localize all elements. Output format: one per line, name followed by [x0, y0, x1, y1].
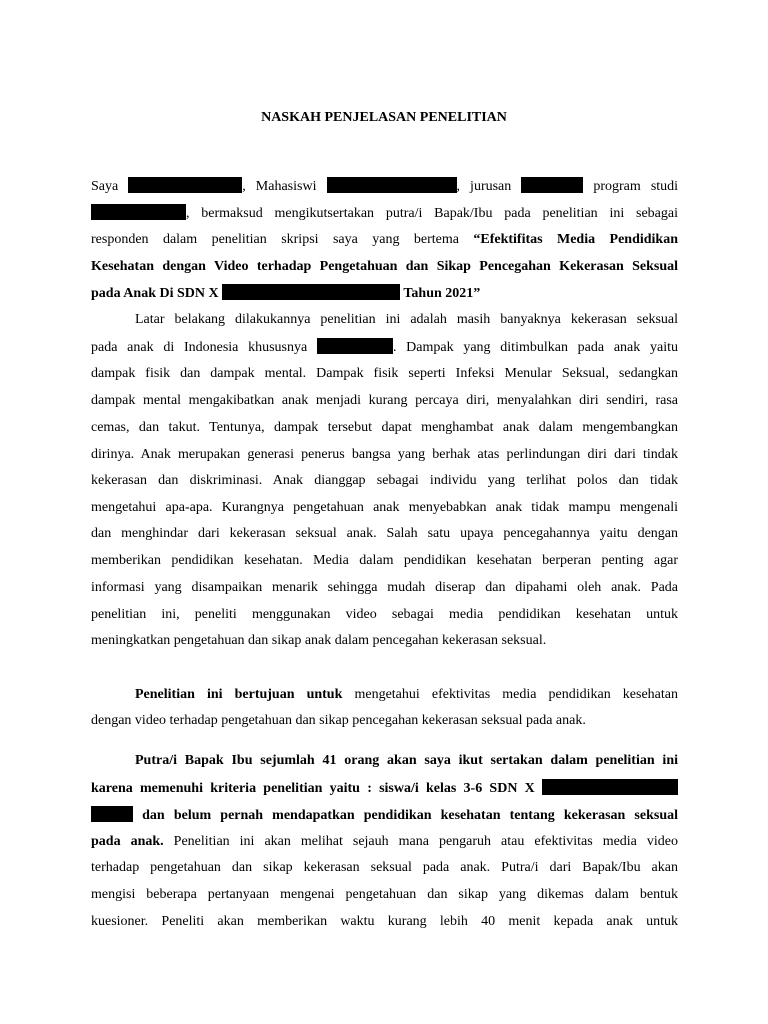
- paragraph-4-line-6: mengisi beberapa pertanyaan mengenai pengetahuan dan sikap yang dikemas dalam bentuk: [91, 887, 678, 902]
- research-theme-middle: Kesehatan dengan Video terhadap Pengetahuan dan Sikap Pencegahan Kekerasan Seksual: [91, 259, 678, 274]
- redaction-school: [222, 284, 400, 300]
- paragraph-1-line-5: [91, 284, 678, 302]
- paragraph-2-line-11: informasi yang disampaikan menarik sehingga mudah diserap dan dipahami oleh anak. Pada: [91, 580, 678, 595]
- text-fragment: , bermaksud mengikutsertakan putra/i Bapak/Ibu pada penelitian ini sebagai: [186, 206, 678, 221]
- paragraph-2-line-9: dan menghindar dari kekerasan seksual anak. Salah satu upaya pencegahannya yaitu dengan: [91, 526, 678, 541]
- paragraph-2-line-1: Latar belakang dilakukannya penelitian ini adalah masih banyaknya kekerasan seksual: [135, 312, 678, 327]
- paragraph-1-line-1: [91, 177, 678, 195]
- paragraph-2-line-8: mengetahui apa-apa. Kurangnya pengetahuan anak menyebabkan anak tidak mampu mengenali: [91, 500, 678, 515]
- redaction-department: [521, 177, 583, 193]
- redaction-name: [128, 177, 242, 193]
- redaction-program: [91, 204, 186, 220]
- paragraph-1-line-3: [91, 231, 678, 249]
- text-fragment: responden dalam penelitian skripsi saya yang bertema: [91, 232, 459, 247]
- paragraph-2-line-12: penelitian ini, peneliti menggunakan video sebagai media pendidikan kesehatan untuk: [91, 607, 678, 622]
- paragraph-4-line-1: Putra/i Bapak Ibu sejumlah 41 orang akan saya ikut sertakan dalam penelitian ini: [135, 753, 678, 768]
- text-fragment: Penelitian ini akan melihat sejauh mana pengaruh atau efektivitas media video: [173, 834, 679, 849]
- paragraph-2-line-3: dampak fisik dan dampak mental. Dampak fisik seperti Infeksi Menular Seksual, sedangkan: [91, 366, 678, 381]
- redaction-school: [542, 779, 678, 795]
- document-title: NASKAH PENJELASAN PENELITIAN: [261, 110, 507, 125]
- paragraph-2-line-13: meningkatkan pengetahuan dan sikap anak dalam pencegahan kekerasan seksual.: [91, 633, 547, 648]
- text-fragment: karena memenuhi kriteria penelitian yaitu : siswa/i kelas 3-6 SDN X: [91, 781, 535, 796]
- research-theme-year: Tahun 2021”: [403, 286, 481, 301]
- paragraph-4-line-5: terhadap pengetahuan dan sikap kekerasan seksual pada anak. Putra/i dari Bapak/Ibu akan: [91, 860, 678, 875]
- redaction-school: [91, 806, 133, 822]
- text-fragment: . Dampak yang ditimbulkan pada anak yaitu: [392, 340, 678, 355]
- paragraph-1-line-4: [91, 258, 678, 276]
- text-fragment: pada anak.: [91, 834, 164, 849]
- text-fragment: , Mahasiswi: [242, 179, 317, 194]
- text-fragment: Saya: [91, 179, 119, 194]
- text-fragment: , jurusan: [456, 179, 512, 194]
- paragraph-4-line-7: kuesioner. Peneliti akan memberikan waktu kurang lebih 40 menit kepada anak untuk: [91, 914, 678, 929]
- paragraph-2-line-4: dampak mental mengakibatkan anak menjadi kurang percaya diri, menyalahkan diri sendiri, rasa: [91, 393, 678, 408]
- purpose-heading: Penelitian ini bertujuan untuk: [135, 687, 343, 702]
- paragraph-3-line-2: dengan video terhadap pengetahuan dan sikap pencegahan kekerasan seksual pada anak.: [91, 713, 586, 728]
- paragraph-2-line-2: [91, 338, 678, 356]
- redaction-university: [327, 177, 457, 193]
- paragraph-2-line-5: cemas, dan takut. Tentunya, dampak tersebut dapat menghambat anak dalam mengembangkan: [91, 420, 678, 435]
- paragraph-1-line-2: [91, 204, 678, 222]
- text-fragment: dan belum pernah mendapatkan pendidikan kesehatan tentang kekerasan seksual: [142, 808, 678, 823]
- redaction-region: [317, 338, 393, 354]
- paragraph-2-line-7: kekerasan dan diskriminasi. Anak dianggap sebagai individu yang terlihat polos dan tidak: [91, 473, 678, 488]
- research-theme-start: “Efektifitas Media Pendidikan: [473, 232, 678, 247]
- paragraph-3-line-1: [91, 686, 678, 704]
- paragraph-4-line-4: [91, 833, 678, 851]
- paragraph-4-line-3: [91, 806, 678, 824]
- text-fragment: mengetahui efektivitas media pendidikan kesehatan: [354, 687, 679, 702]
- text-fragment: program studi: [593, 179, 679, 194]
- research-theme-end: pada Anak Di SDN X: [91, 286, 219, 301]
- paragraph-2-line-6: dirinya. Anak merupakan generasi penerus bangsa yang berhak atas perlindungan diri dari tindak: [91, 447, 678, 462]
- paragraph-4-line-2: [91, 779, 678, 797]
- paragraph-2-line-10: memberikan pendidikan kesehatan. Media dalam pendidikan kesehatan berperan penting agar: [91, 553, 678, 568]
- text-fragment: pada anak di Indonesia khususnya: [91, 340, 308, 355]
